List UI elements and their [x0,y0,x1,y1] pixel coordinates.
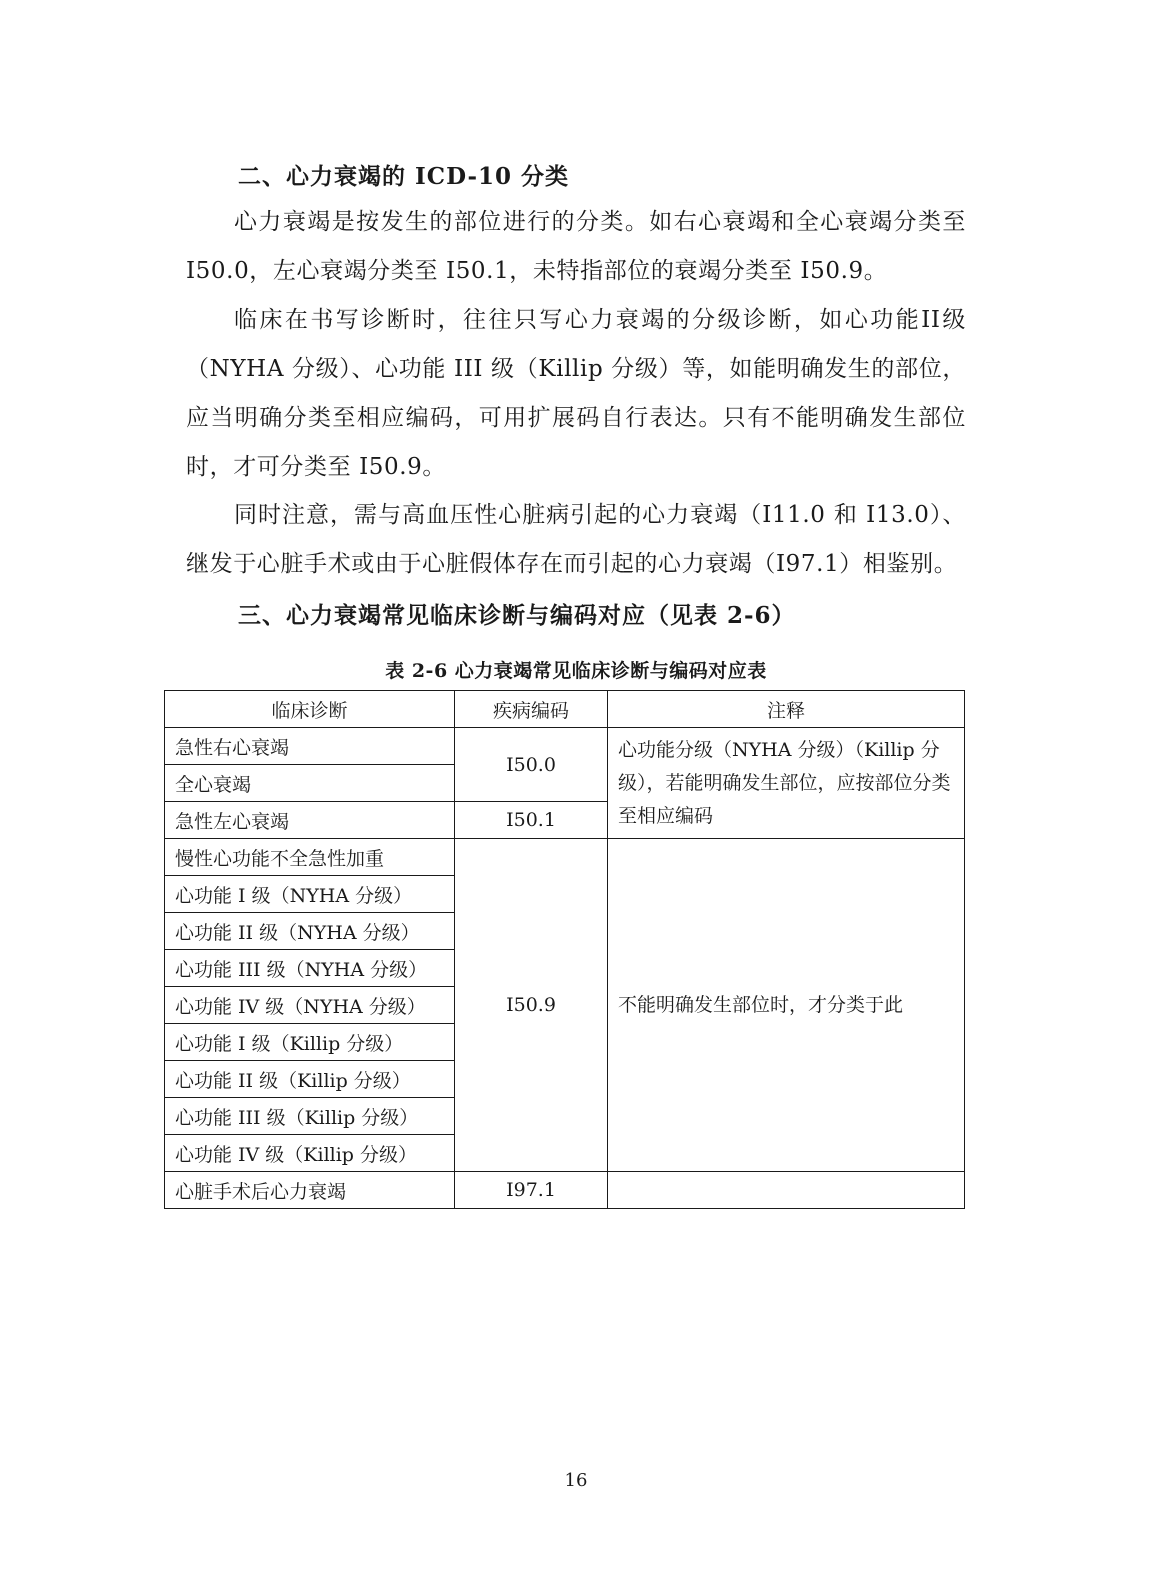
code-cell: I97.1 [455,1172,608,1209]
code-cell: I50.1 [455,802,608,839]
diagnosis-cell: 心功能 III 级（Killip 分级） [165,1098,455,1135]
table-header-row [165,691,965,728]
diagnosis-cell: 心功能 I 级（NYHA 分级） [165,876,455,913]
paragraph-clinical-writing: 临床在书写诊断时，往往只写心力衰竭的分级诊断，如心功能II级（NYHA 分级）、心功能 III 级（Killip 分级）等，如能明确发生的部位，应当明确分类至相应编码，可用扩展码自行表达。只有不能明确发生部位时，才可分类至 I50.9。 [186,307,966,480]
diagnosis-cell: 心功能 II 级（Killip 分级） [165,1061,455,1098]
code-cell: I50.0 [455,728,608,802]
note-cell: 心功能分级（NYHA 分级）（Killip 分级），若能明确发生部位，应按部位分类至相应编码 [608,728,965,839]
diagnosis-cell: 心功能 IV 级（Killip 分级） [165,1135,455,1172]
diagnosis-cell: 急性左心衰竭 [165,802,455,839]
diagnosis-cell: 全心衰竭 [165,765,455,802]
diagnosis-cell: 心功能 I 级（Killip 分级） [165,1024,455,1061]
diagnosis-cell: 心功能 II 级（NYHA 分级） [165,913,455,950]
header-code: 疾病编码 [455,691,608,728]
page-number: 16 [564,1470,588,1491]
table-row [165,1172,965,1209]
section-heading-3: 三、心力衰竭常见临床诊断与编码对应（见表 2-6） [238,602,796,629]
section-heading-2: 二、心力衰竭的 ICD-10 分类 [238,163,570,190]
header-note: 注释 [608,691,965,728]
header-diagnosis: 临床诊断 [165,691,455,728]
table-caption: 表 2-6 心力衰竭常见临床诊断与编码对应表 [385,660,767,682]
code-cell: I50.9 [455,839,608,1172]
diagnosis-cell: 心功能 III 级（NYHA 分级） [165,950,455,987]
table-row [165,728,965,765]
note-cell-empty [608,1172,965,1209]
diagnosis-cell: 心脏手术后心力衰竭 [165,1172,455,1209]
table-row [165,839,965,876]
diagnosis-cell: 慢性心功能不全急性加重 [165,839,455,876]
diagnosis-cell: 急性右心衰竭 [165,728,455,765]
paragraph-differential: 同时注意，需与高血压性心脏病引起的心力衰竭（I11.0 和 I13.0）、继发于心脏手术或由于心脏假体存在而引起的心力衰竭（I97.1）相鉴别。 [186,502,966,577]
diagnosis-cell: 心功能 IV 级（NYHA 分级） [165,987,455,1024]
note-cell: 不能明确发生部位时，才分类于此 [608,839,965,1172]
diagnosis-code-table [164,690,965,1209]
paragraph-classification: 心力衰竭是按发生的部位进行的分类。如右心衰竭和全心衰竭分类至 I50.0，左心衰竭分类至 I50.1，未特指部位的衰竭分类至 I50.9。 [186,209,966,284]
